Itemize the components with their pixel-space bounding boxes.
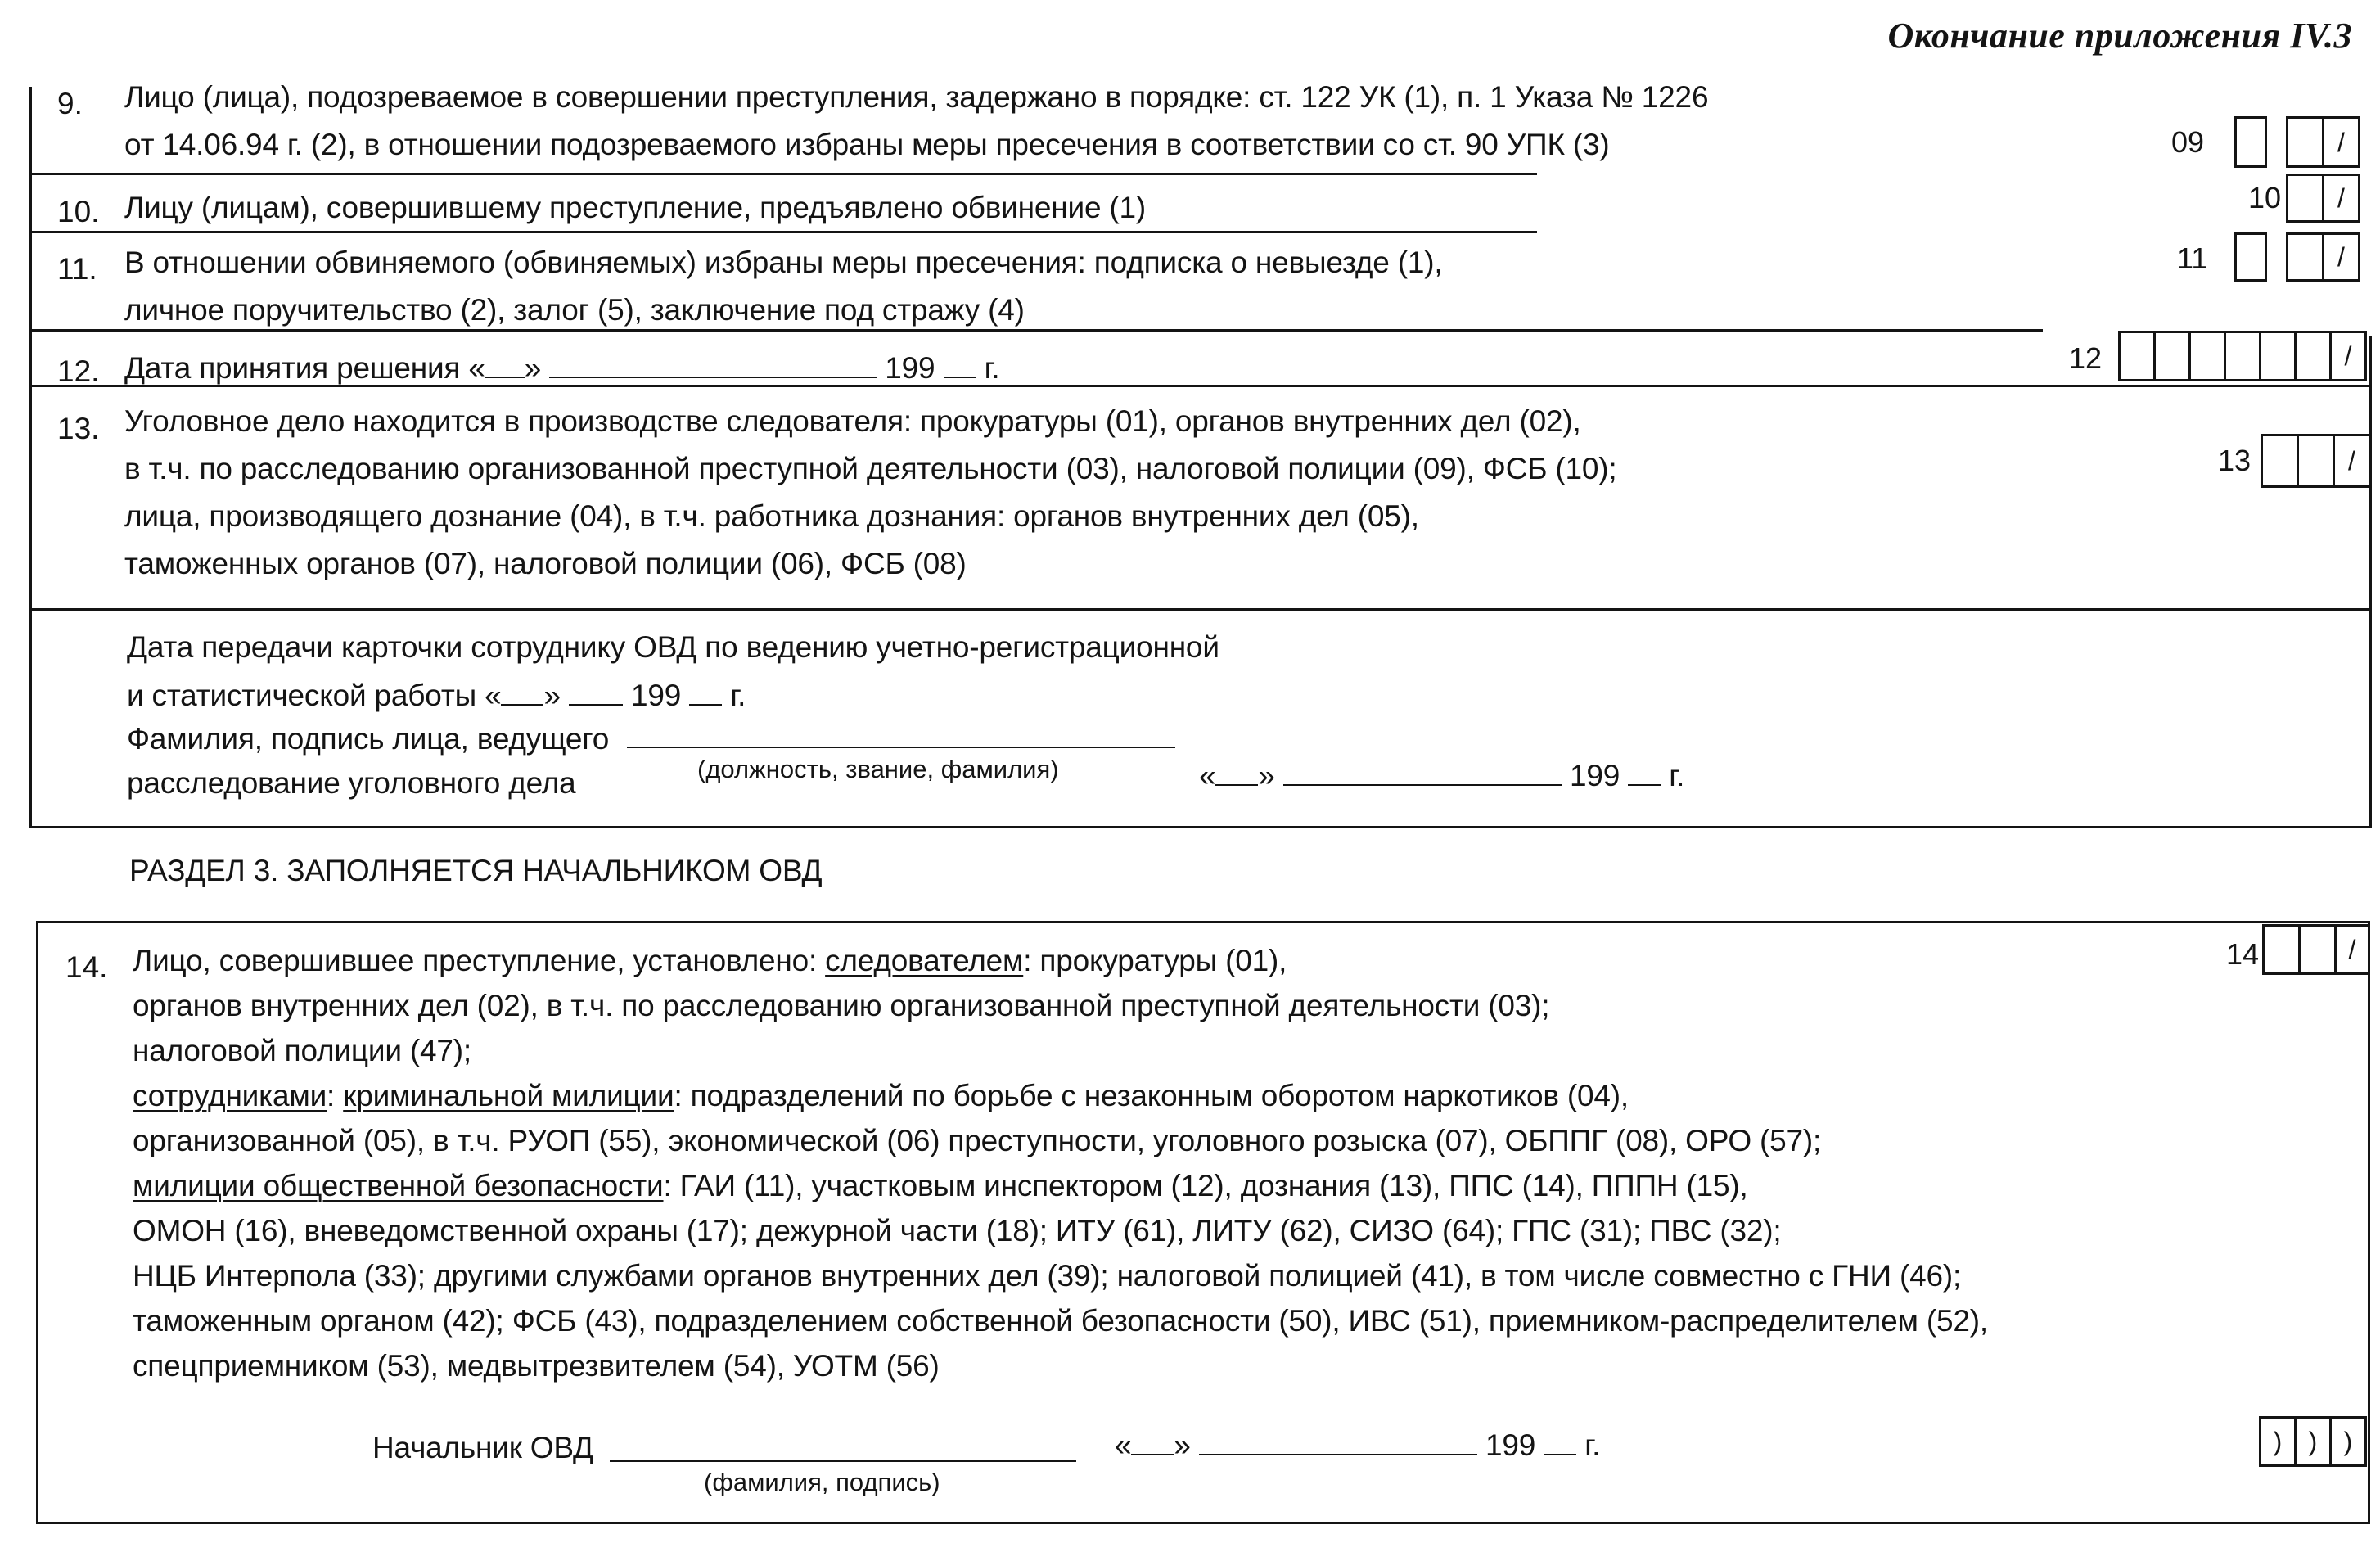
- item-13-line-1: Уголовное дело находится в производстве следователя: прокуратуры (01), органов внутренних дел (02),: [124, 404, 1581, 438]
- code-11-cell-3[interactable]: /: [2322, 232, 2360, 282]
- investigator-month-field[interactable]: [1283, 760, 1562, 786]
- code-13-cell-3[interactable]: /: [2333, 434, 2371, 488]
- item-13-number: 13.: [57, 412, 100, 445]
- criminal-militia-underlined: криминальной милиции: [343, 1079, 674, 1112]
- item-9-line-2: от 14.06.94 г. (2), в отношении подозреваемого избраны меры пресечения в соответствии со ст. 90 УПК (3): [124, 128, 1610, 161]
- final-code-cell-1[interactable]: ): [2259, 1416, 2297, 1467]
- chief-month-field[interactable]: [1199, 1429, 1477, 1455]
- code-11-cell-1[interactable]: [2234, 232, 2267, 282]
- item-14-line-6: милиции общественной безопасности: ГАИ (11), участковым инспектором (12), дознания (13), ППС (14), ПППН (15),: [133, 1169, 1748, 1202]
- transfer-line-4: расследование уголовного дела: [127, 766, 576, 800]
- item-9-number: 9.: [57, 87, 83, 120]
- item-14-line-10: спецприемником (53), медвытрезвителем (54), УОТМ (56): [133, 1349, 940, 1383]
- code-10-label: 10: [2248, 181, 2282, 214]
- decision-month-field[interactable]: [549, 352, 877, 378]
- code-11-cell-2[interactable]: [2286, 232, 2324, 282]
- investigator-underlined: следователем: [825, 944, 1024, 977]
- transfer-line-3: Фамилия, подпись лица, ведущего: [127, 722, 610, 756]
- chief-name-line[interactable]: [610, 1460, 1076, 1462]
- item-14-line-2: органов внутренних дел (02), в т.ч. по расследованию организованной преступной деятельности (03);: [133, 989, 1550, 1022]
- code-09-cell-1[interactable]: [2234, 116, 2267, 168]
- right-border: [2369, 336, 2372, 828]
- code-14-label: 14: [2226, 937, 2260, 971]
- transfer-line-1: Дата передачи карточки сотруднику ОВД по ведению учетно-регистрационной: [127, 630, 1219, 664]
- separator-12: [29, 385, 2370, 387]
- bottom-border: [29, 826, 2372, 828]
- code-12-cell-3[interactable]: [2188, 331, 2226, 381]
- separator-13: [29, 608, 2370, 611]
- item-14-line-4: сотрудниками: криминальной милиции: подразделений по борьбе с незаконным оборотом наркотиков (04),: [133, 1079, 1629, 1112]
- item-14-line-3: налоговой полиции (47);: [133, 1034, 471, 1067]
- investigator-name-line[interactable]: [627, 747, 1175, 748]
- final-code-cell-2[interactable]: ): [2294, 1416, 2332, 1467]
- item-12-date-line: Дата принятия решения « » 199 г.: [124, 351, 1000, 385]
- item-14-line-5: организованной (05), в т.ч. РУОП (55), экономической (06) преступности, уголовного розыска (07), ОБППГ (08), ОРО (57);: [133, 1124, 1822, 1157]
- code-09-label: 09: [2171, 125, 2205, 159]
- code-11-label: 11: [2177, 241, 2208, 275]
- code-12-cell-5[interactable]: [2259, 331, 2297, 381]
- item-14-line-8: НЦБ Интерпола (33); другими службами органов внутренних дел (39); налоговой полицией (41), в том числе совместно с ГНИ (46);: [133, 1259, 1962, 1293]
- staff-underlined: сотрудниками: [133, 1079, 327, 1112]
- code-12-cell-7[interactable]: /: [2329, 331, 2367, 381]
- investigator-day-field[interactable]: [1215, 760, 1258, 786]
- item-13-line-4: таможенных органов (07), налоговой полиции (06), ФСБ (08): [124, 547, 967, 580]
- separator-9: [29, 173, 1537, 175]
- code-13-cell-2[interactable]: [2297, 434, 2335, 488]
- chief-year-field[interactable]: [1544, 1429, 1576, 1455]
- code-09-cell-2[interactable]: [2286, 116, 2324, 168]
- item-11-line-2: личное поручительство (2), залог (5), заключение под стражу (4): [124, 293, 1025, 327]
- item-13-line-3: лица, производящего дознание (04), в т.ч. работника дознания: органов внутренних дел (05),: [124, 499, 1419, 533]
- chief-signature-date: « » 199 г.: [1115, 1428, 1601, 1462]
- decision-day-field[interactable]: [485, 352, 525, 378]
- public-safety-underlined: милиции общественной безопасности: [133, 1169, 664, 1202]
- code-10-cell-2[interactable]: /: [2322, 174, 2360, 223]
- item-11-number: 11.: [57, 252, 97, 286]
- investigator-caption: (должность, звание, фамилия): [697, 755, 1059, 783]
- code-12-cell-2[interactable]: [2153, 331, 2191, 381]
- code-10-cell-1[interactable]: [2286, 174, 2324, 223]
- decision-date-label: Дата принятия решения «: [124, 351, 485, 385]
- investigator-date: « » 199 г.: [1199, 759, 1685, 792]
- code-09-cell-3[interactable]: /: [2322, 116, 2360, 168]
- item-14-line-9: таможенным органом (42); ФСБ (43), подразделением собственной безопасности (50), ИВС (51), приемником-распределителем (52),: [133, 1304, 1988, 1338]
- code-12-cell-1[interactable]: [2118, 331, 2156, 381]
- code-14-cell-3[interactable]: /: [2334, 924, 2370, 975]
- code-13-label: 13: [2218, 444, 2252, 477]
- left-border: [29, 87, 32, 828]
- investigator-year-field[interactable]: [1628, 760, 1661, 786]
- page-header-title: Окончание приложения IV.3: [1887, 16, 2352, 56]
- chief-day-field[interactable]: [1131, 1429, 1174, 1455]
- transfer-month-field[interactable]: [569, 679, 623, 706]
- item-10-line-1: Лицу (лицам), совершившему преступление, предъявлено обвинение (1): [124, 191, 1147, 224]
- separator-11: [29, 329, 2043, 332]
- item-12-number: 12.: [57, 354, 100, 388]
- chief-signature-caption: (фамилия, подпись): [704, 1468, 940, 1496]
- code-13-cell-1[interactable]: [2261, 434, 2299, 488]
- transfer-year-field[interactable]: [689, 679, 722, 706]
- item-10-number: 10.: [57, 195, 100, 228]
- decision-year-field[interactable]: [944, 352, 976, 378]
- item-14-number: 14.: [65, 950, 108, 984]
- item-14-line-7: ОМОН (16), вневедомственной охраны (17); дежурной части (18); ИТУ (61), ЛИТУ (62), СИЗО (64); ГПС (31); ПВС (32);: [133, 1214, 1782, 1247]
- final-code-cell-3[interactable]: ): [2329, 1416, 2367, 1467]
- transfer-line-2: и статистической работы « » 199 г.: [127, 679, 746, 712]
- item-13-line-2: в т.ч. по расследованию организованной преступной деятельности (03), налоговой полиции (09), ФСБ (10);: [124, 452, 1617, 485]
- item-11-line-1: В отношении обвиняемого (обвиняемых) избраны меры пресечения: подписка о невыезде (1),: [124, 246, 1443, 279]
- section-3-title: РАЗДЕЛ 3. ЗАПОЛНЯЕТСЯ НАЧАЛЬНИКОМ ОВД: [129, 854, 823, 887]
- code-12-cell-4[interactable]: [2224, 331, 2261, 381]
- chief-signature-label: Начальник ОВД: [372, 1431, 593, 1464]
- item-9-line-1: Лицо (лица), подозреваемое в совершении преступления, задержано в порядке: ст. 122 УК (1), п. 1 Указа № 1226: [124, 80, 1709, 114]
- transfer-day-field[interactable]: [501, 679, 543, 706]
- code-12-label: 12: [2069, 341, 2103, 375]
- separator-10: [29, 231, 1537, 233]
- code-14-cell-1[interactable]: [2262, 924, 2301, 975]
- item-14-line-1: Лицо, совершившее преступление, установлено: следователем: прокуратуры (01),: [133, 944, 1287, 977]
- code-12-cell-6[interactable]: [2294, 331, 2332, 381]
- code-14-cell-2[interactable]: [2298, 924, 2337, 975]
